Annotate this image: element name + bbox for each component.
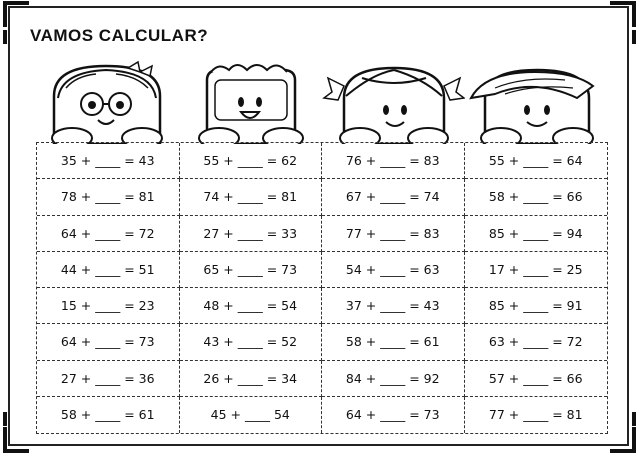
exercise-cell[interactable]: 55 + ____ = 64 — [465, 143, 608, 179]
exercise-cell[interactable]: 76 + ____ = 83 — [322, 143, 465, 179]
exercise-cell[interactable]: 55 + ____ = 62 — [180, 143, 323, 179]
exercise-cell[interactable]: 64 + ____ = 72 — [37, 216, 180, 252]
exercise-cell[interactable]: 58 + ____ = 61 — [322, 324, 465, 360]
corner-top-left — [3, 1, 29, 27]
exercise-cell[interactable]: 85 + ____ = 94 — [465, 216, 608, 252]
corner-top-right — [610, 1, 636, 27]
exercise-cell[interactable]: 85 + ____ = 91 — [465, 288, 608, 324]
border-tick — [3, 30, 7, 44]
exercise-cell[interactable]: 77 + ____ = 83 — [322, 216, 465, 252]
border-tick — [632, 412, 636, 426]
exercise-cell[interactable]: 43 + ____ = 52 — [180, 324, 323, 360]
girl-with-glasses-icon — [36, 58, 179, 144]
exercise-cell[interactable]: 64 + ____ = 73 — [322, 397, 465, 433]
exercise-cell[interactable]: 63 + ____ = 72 — [465, 324, 608, 360]
exercise-cell[interactable]: 58 + ____ = 66 — [465, 179, 608, 215]
exercise-cell[interactable]: 54 + ____ = 63 — [322, 252, 465, 288]
exercise-cell[interactable]: 57 + ____ = 66 — [465, 361, 608, 397]
border-tick — [632, 30, 636, 44]
border-tick — [3, 412, 7, 426]
exercise-cell[interactable]: 84 + ____ = 92 — [322, 361, 465, 397]
boy-with-hair-icon — [465, 58, 608, 144]
exercise-cell[interactable]: 17 + ____ = 25 — [465, 252, 608, 288]
exercise-cell[interactable]: 45 + ____ 54 — [180, 397, 323, 433]
corner-bottom-left — [3, 427, 29, 453]
exercise-cell[interactable]: 77 + ____ = 81 — [488, 407, 583, 423]
exercise-cell[interactable]: 48 + ____ = 54 — [180, 288, 323, 324]
page-title: VAMOS CALCULAR? — [30, 26, 209, 45]
character-heads — [36, 58, 608, 144]
exercise-cell[interactable]: 64 + ____ = 73 — [37, 324, 180, 360]
exercise-cell[interactable]: 26 + ____ = 34 — [180, 361, 323, 397]
exercise-cell[interactable]: 35 + ____ = 43 — [37, 143, 180, 179]
exercise-cell[interactable]: 74 + ____ = 81 — [180, 179, 323, 215]
exercise-cell[interactable]: 37 + ____ = 43 — [322, 288, 465, 324]
exercise-cell[interactable]: 27 + ____ = 36 — [37, 361, 180, 397]
exercise-cell[interactable]: 15 + ____ = 23 — [37, 288, 180, 324]
exercise-grid — [36, 142, 608, 434]
girl-with-pigtails-icon — [322, 58, 465, 144]
exercise-cell[interactable]: 58 + ____ = 61 — [37, 397, 180, 433]
corner-bottom-right — [610, 427, 636, 453]
exercise-cell[interactable]: 67 + ____ = 74 — [322, 179, 465, 215]
exercise-cell[interactable]: 44 + ____ = 51 — [37, 252, 180, 288]
exercise-cell[interactable]: 65 + ____ = 73 — [180, 252, 323, 288]
exercise-cell[interactable]: 78 + ____ = 81 — [37, 179, 180, 215]
exercise-cell[interactable]: 27 + ____ = 33 — [180, 216, 323, 252]
smiling-block-icon — [179, 58, 322, 144]
